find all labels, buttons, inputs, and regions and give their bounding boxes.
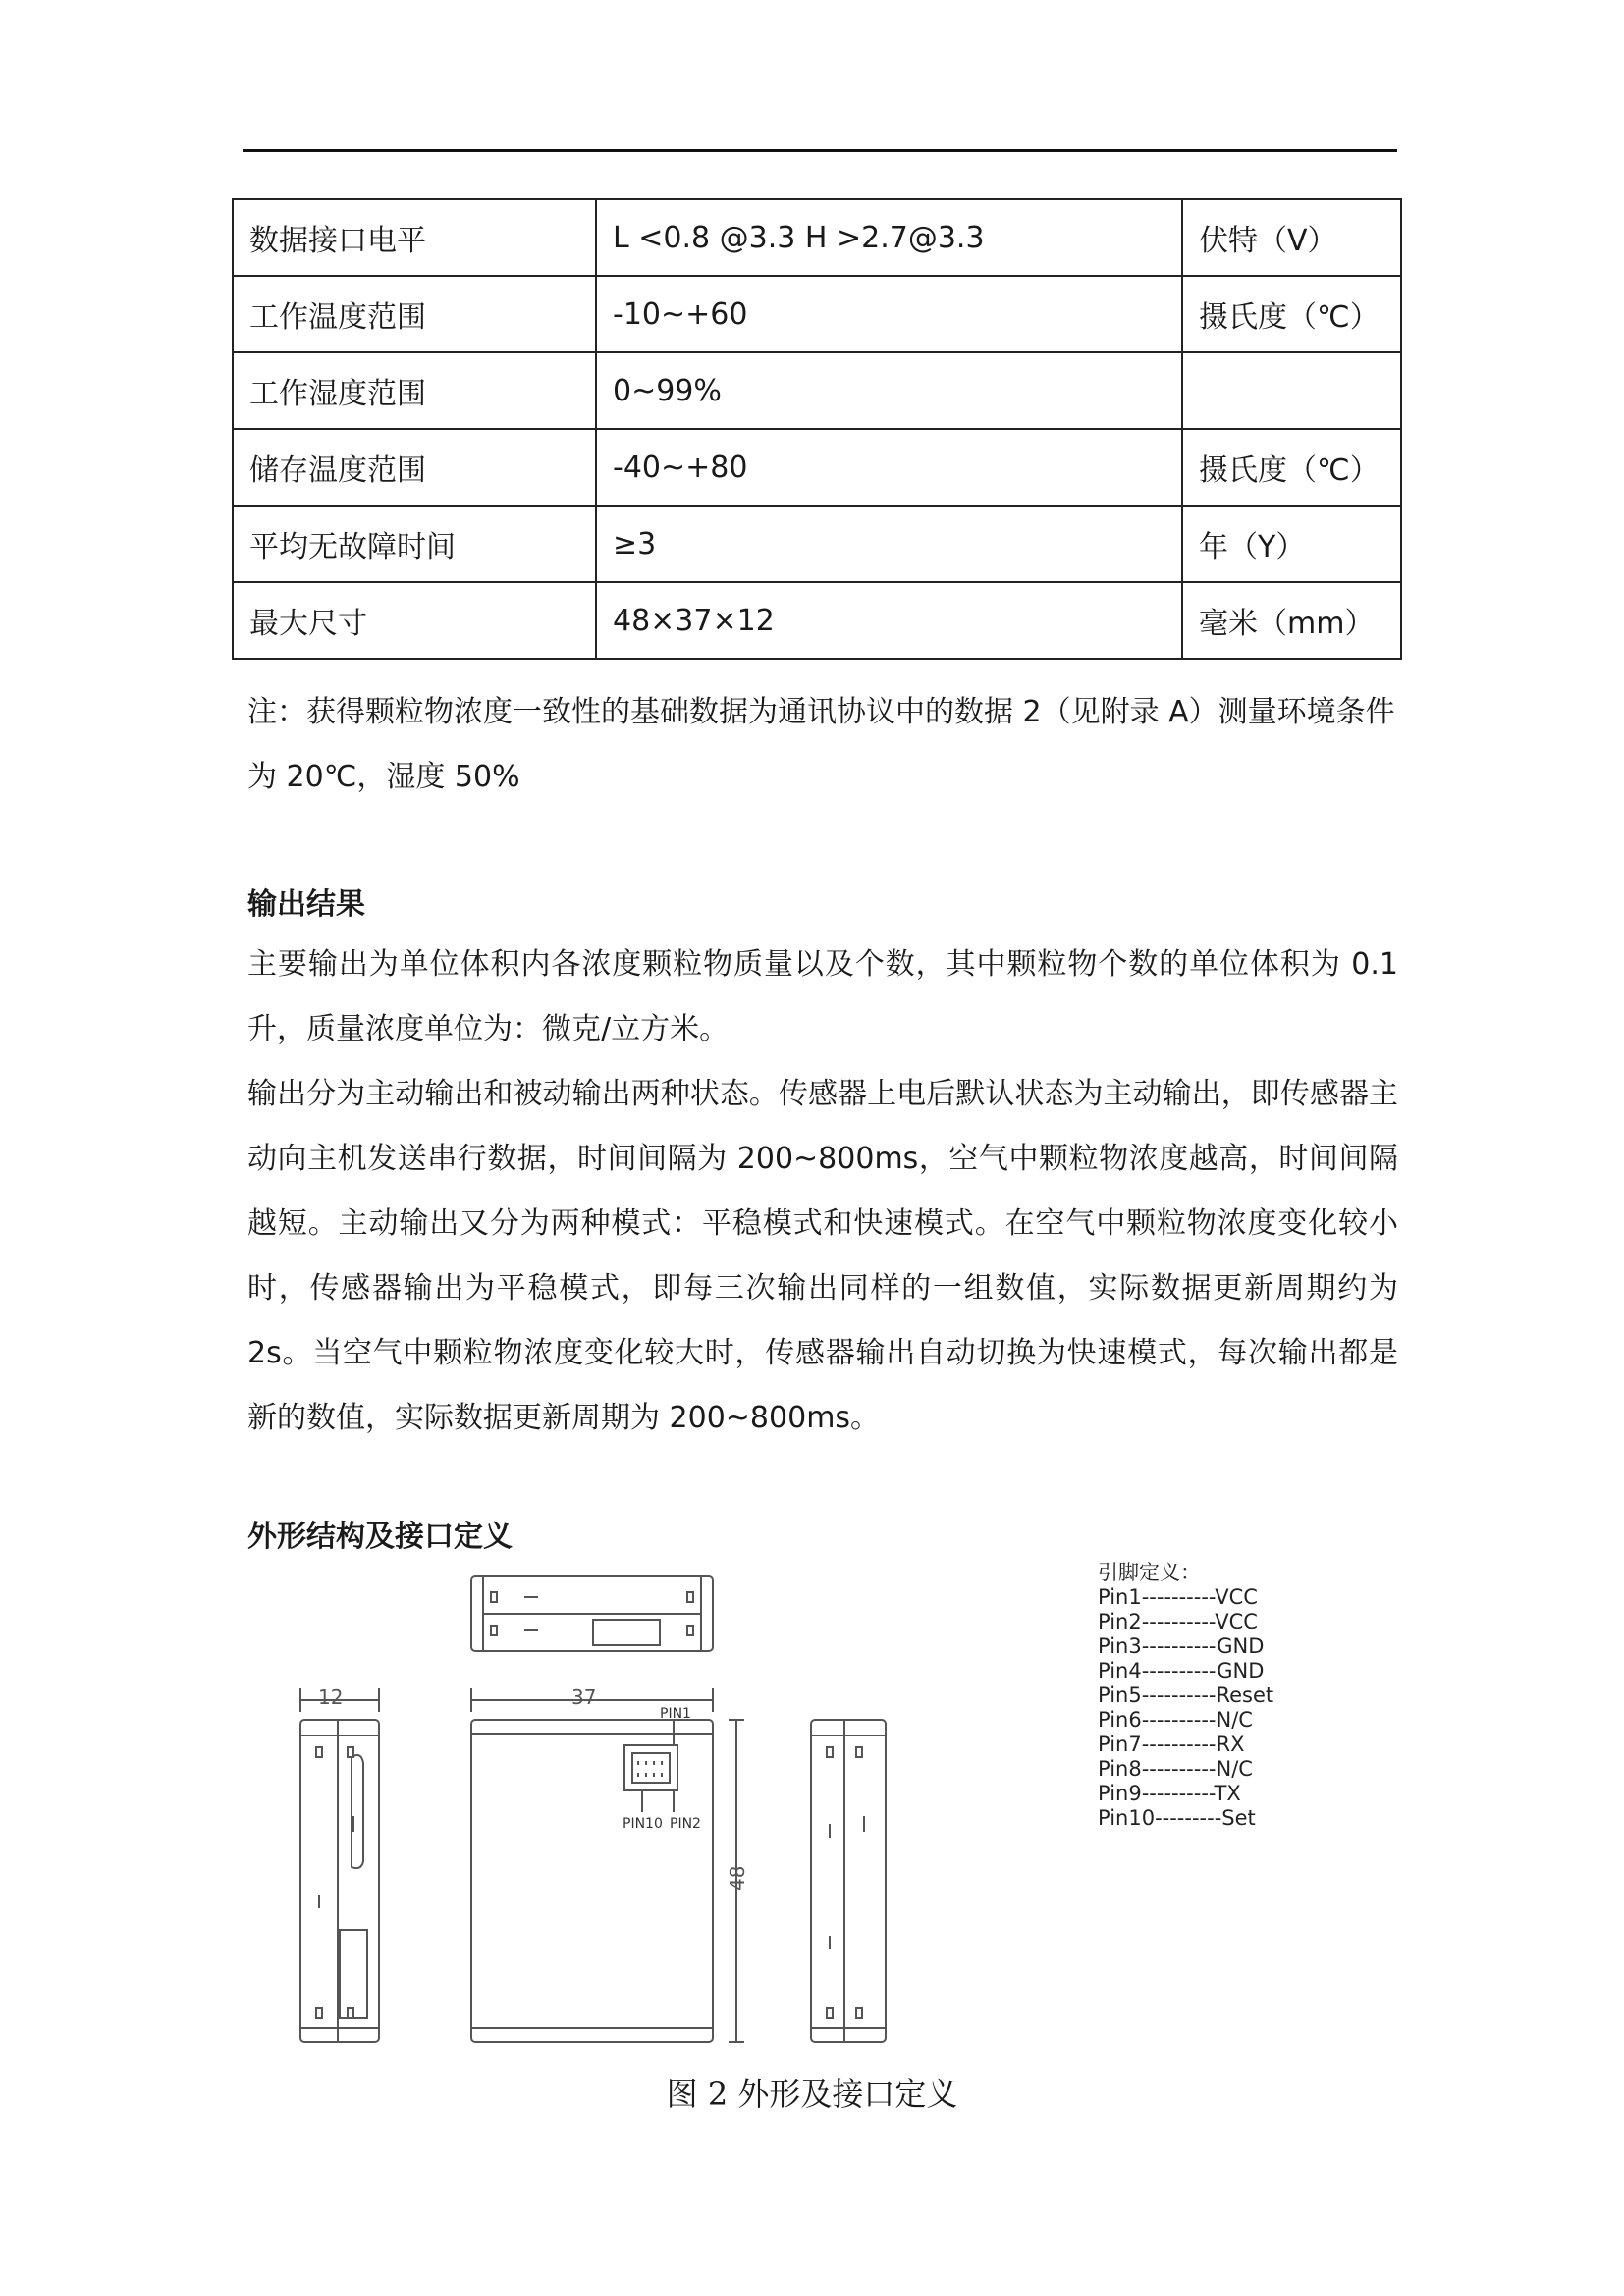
pin-item: Pin4----------GND	[1098, 1659, 1265, 1682]
table-row	[233, 276, 1401, 352]
spec-table	[232, 198, 1402, 660]
table-row	[233, 352, 1401, 429]
table-row	[233, 506, 1401, 582]
table-note: 注：获得颗粒物浓度一致性的基础数据为通讯协议中的数据 2（见附录 A）测量环境条件为 20℃，湿度 50%	[247, 695, 1395, 794]
pin-definition-list	[1098, 1561, 1273, 1831]
pin-item: Pin7----------RX	[1098, 1733, 1245, 1756]
spec-name: 工作温度范围	[233, 276, 596, 352]
spec-value: L <0.8 @3.3 H >2.7@3.3	[596, 199, 1182, 276]
top-view	[471, 1576, 713, 1651]
dim-length-label: 37	[571, 1685, 597, 1709]
spec-name: 储存温度范围	[233, 429, 596, 506]
dim-height-label: 48	[726, 1865, 749, 1891]
spec-name: 工作湿度范围	[233, 352, 596, 429]
pin2-label: PIN2	[670, 1816, 701, 1832]
spec-value: 0~99%	[596, 352, 1182, 429]
pin-item: Pin2----------VCC	[1098, 1610, 1258, 1633]
right-view	[811, 1720, 886, 2042]
spec-unit: 年（Y）	[1182, 506, 1401, 582]
table-row	[233, 582, 1401, 659]
spec-name: 最大尺寸	[233, 582, 596, 659]
pin-item: Pin10---------Set	[1098, 1806, 1256, 1830]
dim-width-label: 12	[318, 1685, 344, 1709]
pin-item: Pin8----------N/C	[1098, 1757, 1253, 1781]
spec-unit: 伏特（V）	[1182, 199, 1401, 276]
table-row	[233, 429, 1401, 506]
pin10-label: PIN10	[623, 1816, 663, 1832]
pin-item: Pin3----------GND	[1098, 1634, 1265, 1658]
figure-caption: 图 2 外形及接口定义	[666, 2075, 958, 2112]
section-heading-shape: 外形结构及接口定义	[247, 1520, 513, 1554]
pin-item: Pin5----------Reset	[1098, 1683, 1274, 1707]
spec-name: 数据接口电平	[233, 199, 596, 276]
spec-unit: 摄氏度（℃）	[1182, 276, 1401, 352]
table-row	[233, 199, 1401, 276]
pin1-label: PIN1	[660, 1706, 691, 1722]
spec-name: 平均无故障时间	[233, 506, 596, 582]
output-paragraph-2: 输出分为主动输出和被动输出两种状态。传感器上电后默认状态为主动输出，即传感器主动向主机发送串行数据，时间间隔为 200~800ms，空气中颗粒物浓度越高，时间间隔越短。主动输出又分为两种模式：平稳模式和快速模式。在空气中颗粒物浓度变化较小时，传感器输出为平稳模式，即每三次输出同样的一组数值，实际数据更新周期约为 2s。当空气中颗粒物浓度变化较大时，传感器输出自动切换为快速模式，每次输出都是新的数值，实际数据更新周期为 200~800ms。	[247, 1077, 1398, 1435]
spec-value: -10~+60	[596, 276, 1182, 352]
pin-item: Pin1----------VCC	[1098, 1585, 1258, 1609]
spec-unit	[1182, 352, 1401, 429]
pin-item: Pin9----------TX	[1098, 1782, 1241, 1805]
front-view	[471, 1688, 744, 2042]
spec-unit: 毫米（mm）	[1182, 582, 1401, 659]
pin-definition-title: 引脚定义：	[1098, 1561, 1201, 1584]
spec-value: -40~+80	[596, 429, 1182, 506]
section-heading-output: 输出结果	[247, 887, 365, 922]
header-rule	[243, 149, 1397, 152]
output-paragraph-1: 主要输出为单位体积内各浓度颗粒物质量以及个数，其中颗粒物个数的单位体积为 0.1 升，质量浓度单位为：微克/立方米。	[247, 947, 1398, 1046]
spec-value: ≥3	[596, 506, 1182, 582]
spec-value: 48×37×12	[596, 582, 1182, 659]
left-view	[300, 1688, 379, 2042]
pin-item: Pin6----------N/C	[1098, 1708, 1253, 1732]
spec-unit: 摄氏度（℃）	[1182, 429, 1401, 506]
